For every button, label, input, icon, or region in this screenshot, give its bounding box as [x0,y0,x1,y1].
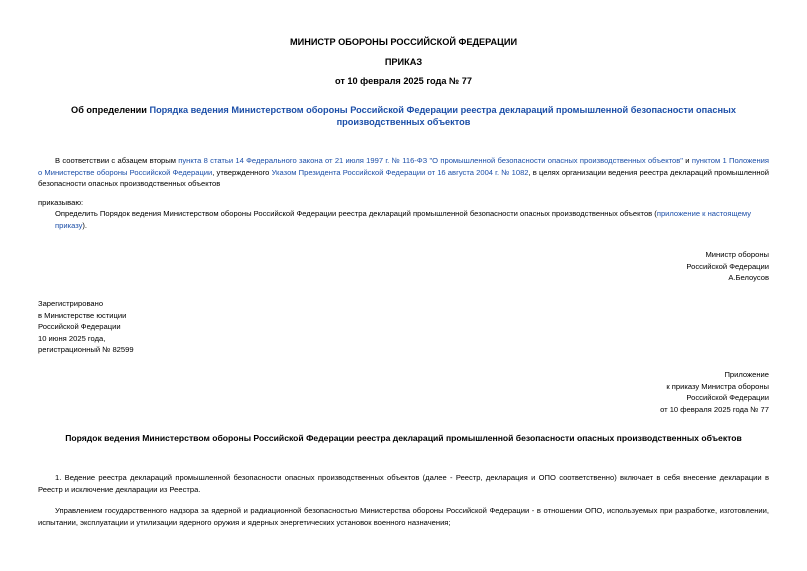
preamble: В соответствии с абзацем вторым пункта 8 статьи 14 Федерального закона от 21 июля 1997 г. № 116-ФЗ "О промышленной безопасности опасных производственных объектов" и пунктом 1 Положения о Министерстве обороны Российской Федерации, утвержденного Указом Президента Российской Федерации от 16 августа 2004 г. № 1082, в целях организации ведения реестра деклараций промышленной безопасности опасных производственных объектов [38,156,770,188]
doc-title [70,104,737,128]
regulation-link[interactable]: пунктом 1 Положения о Министерстве обороны Российской Федерации [38,156,770,177]
procedure-paragraph-2: Управлением государственного надзора за ядерной и радиационной безопасностью Министерства обороны Российской Федерации - в отношении ОПО, используемых при разработке, изготовлении, испытании, эксплуатации и утилизации ядерного оружия и ядерных энергетических установок военного назначения; [38,506,769,527]
appendix-link[interactable]: приложение к настоящему приказу [55,209,752,230]
org-heading: МИНИСТР ОБОРОНЫ РОССИЙСКОЙ ФЕДЕРАЦИИ [289,37,518,47]
title-link[interactable]: Порядка ведения Министерством обороны Российской Федерации реестра деклараций промышленной безопасности опасных производственных объектов [149,105,736,127]
registration: Зарегистрировано в Министерстве юстиции Российской Федерации 10 июня 2025 года, регистрационный № 82599 [38,299,134,354]
law-link[interactable]: пункта 8 статьи 14 Федерального закона от 21 июля 1997 г. № 116-ФЗ "О промышленной безопасности опасных производственных объектов" [178,156,684,165]
procedure-paragraph-1: 1. Ведение реестра деклараций промышленной безопасности опасных производственных объектов (далее - Реестр, декларация и ОПО соответственно) включает в себя внесение декларации в Реестр и исключение декларации из Реестра. [38,473,769,494]
doc-type: ПРИКАЗ [384,57,423,67]
order-text: Определить Порядок ведения Министерством обороны Российской Федерации реестра деклараций промышленной безопасности опасных производственных объектов (приложение к настоящему приказу). [55,209,752,230]
doc-date: от 10 февраля 2025 года № 77 [334,76,473,86]
procedure-title: Порядок ведения Министерством обороны Российской Федерации реестра деклараций промышленной безопасности опасных производственных объектов [65,433,742,443]
signature: Министр обороны Российской Федерации А.Белоусов [686,250,769,282]
order-word: приказываю: [38,198,84,207]
appendix-header: Приложение к приказу Министра обороны Российской Федерации от 10 февраля 2025 года № 77 [660,370,769,414]
decree-link[interactable]: Указом Президента Российской Федерации от 16 августа 2004 г. № 1082 [271,167,529,177]
title-prefix: Об определении [71,105,150,115]
